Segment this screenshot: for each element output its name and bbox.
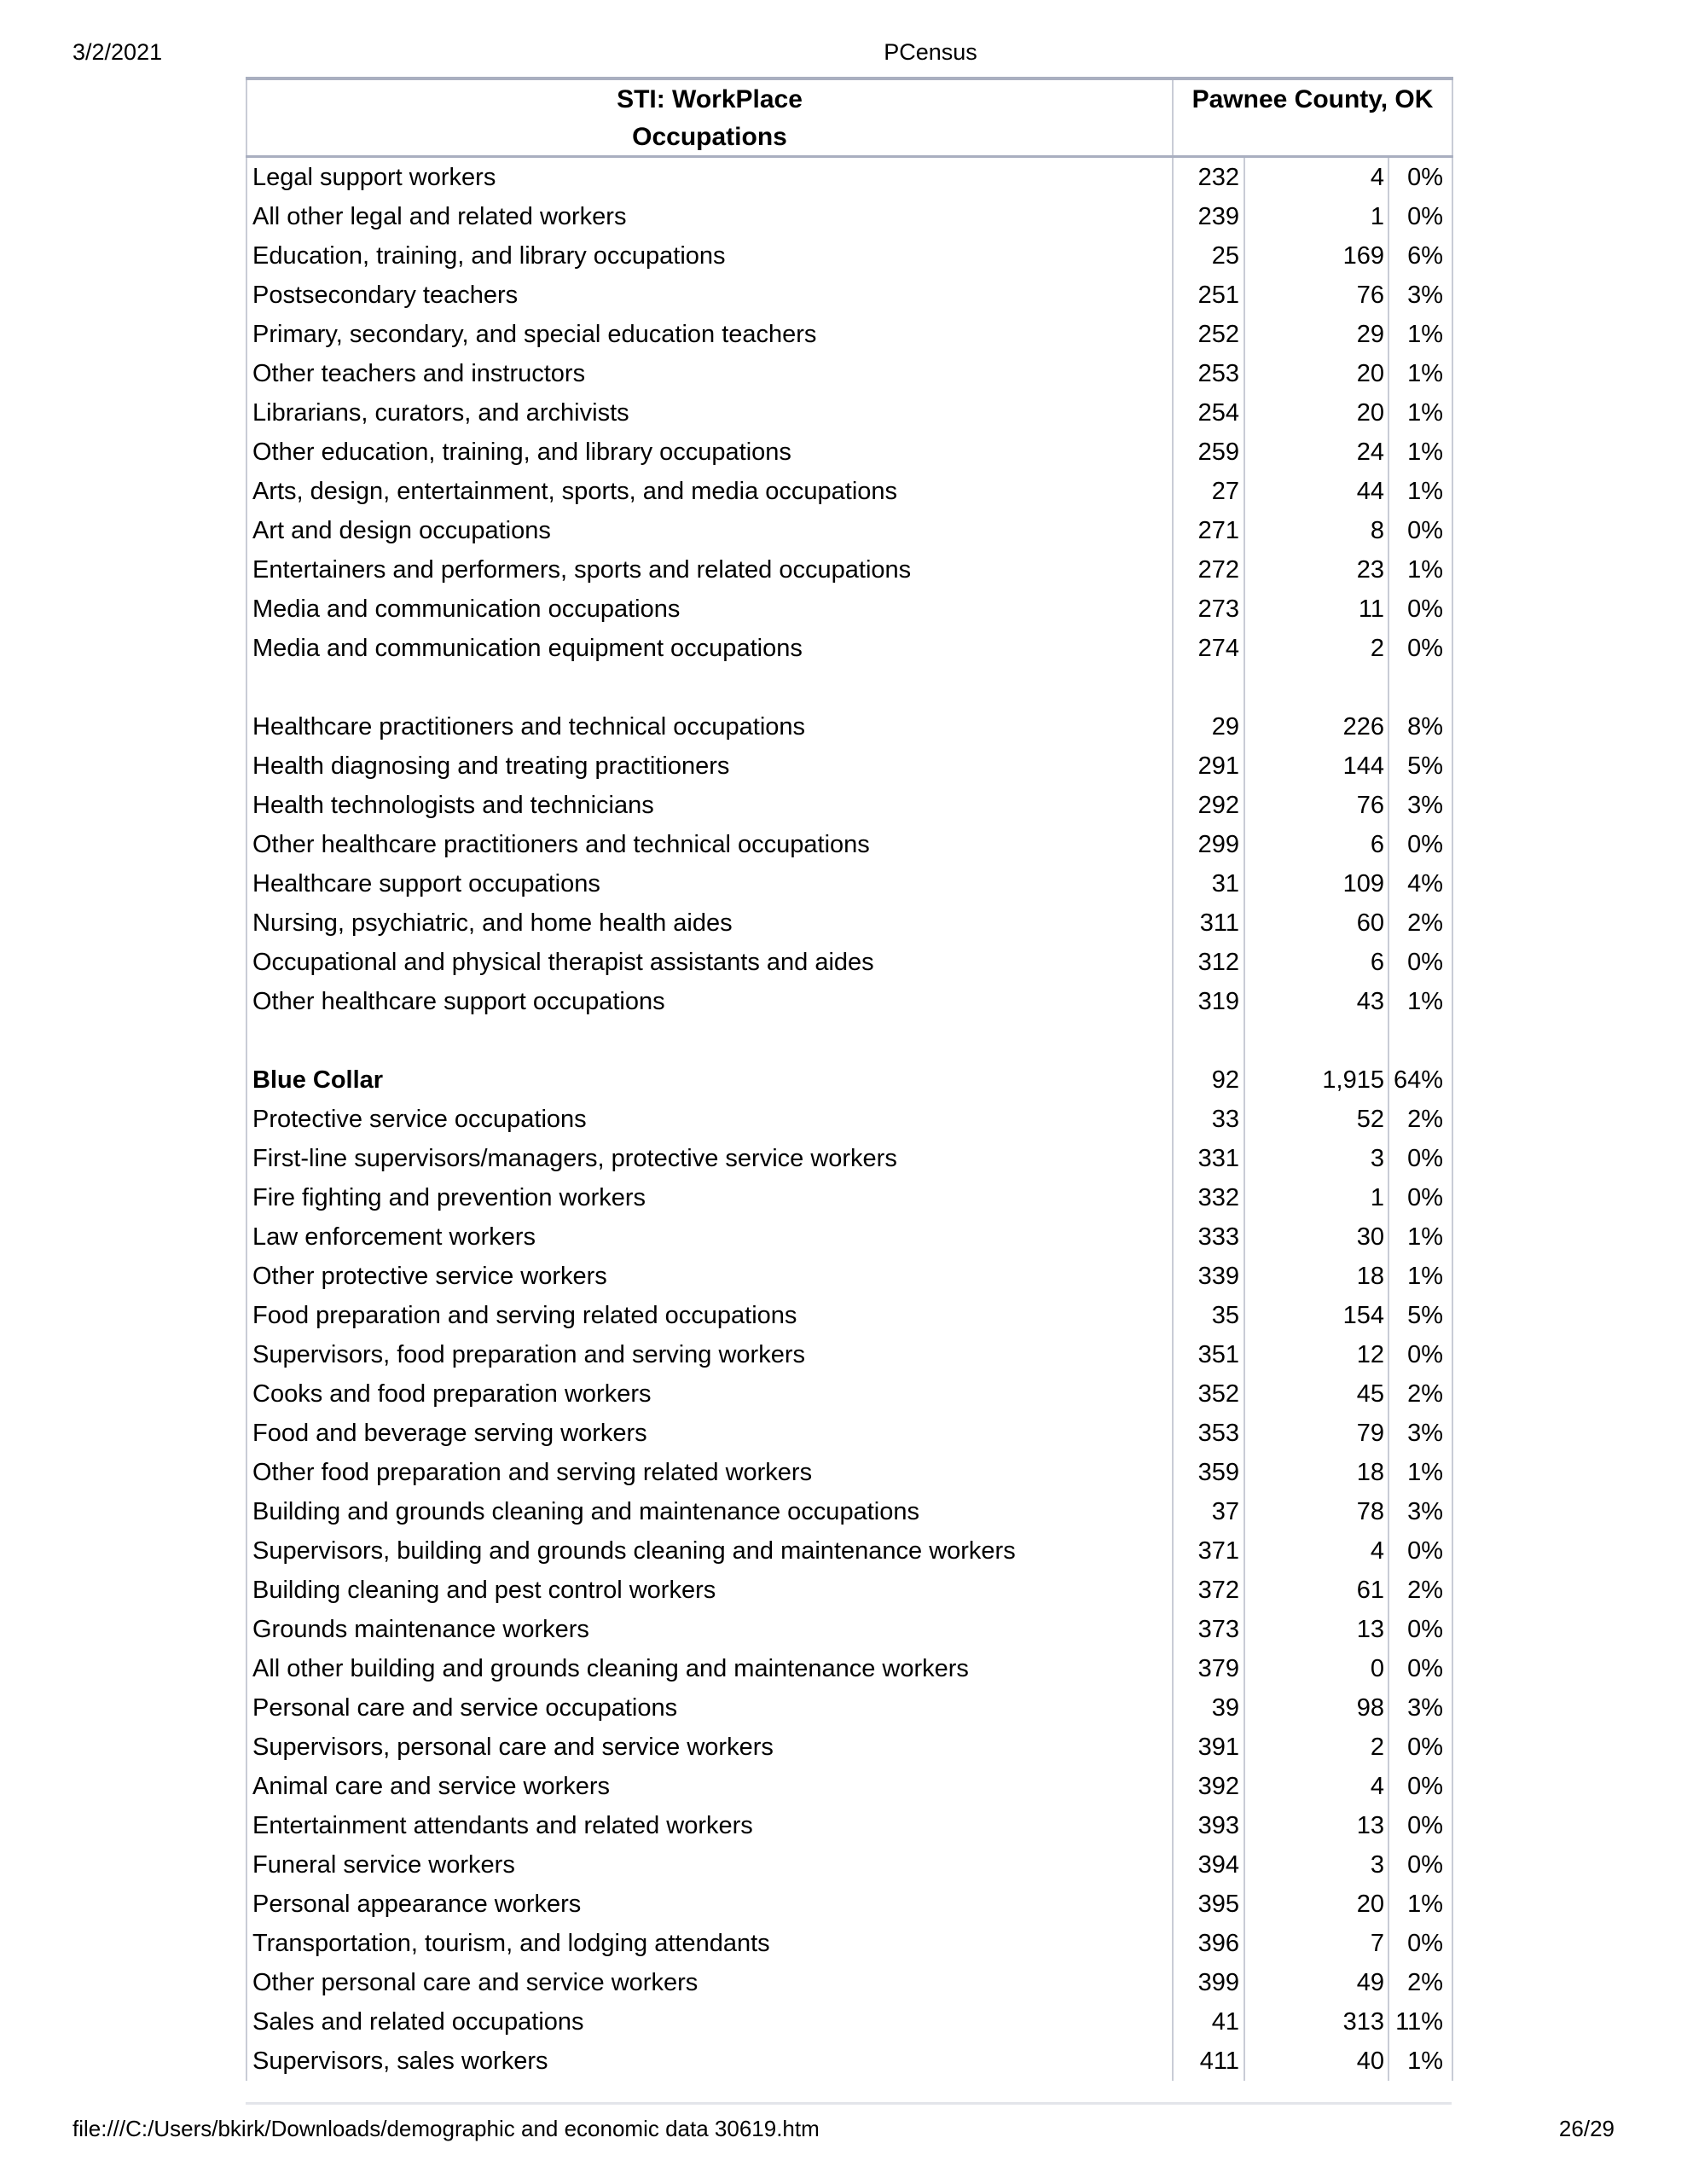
count-cell: 4: [1244, 157, 1388, 198]
count-cell: 0: [1244, 1649, 1388, 1688]
percent-cell: 1%: [1388, 1453, 1452, 1492]
percent-cell: 2%: [1388, 903, 1452, 943]
occupation-cell: Grounds maintenance workers: [252, 1616, 589, 1643]
percent-cell: 1%: [1388, 472, 1452, 511]
occupation-cell: Occupational and physical therapist assistants and aides: [252, 949, 874, 976]
occupation-cell: Supervisors, food preparation and serving workers: [252, 1341, 805, 1368]
table-title-line2: Occupations: [632, 123, 787, 151]
count-cell: 4: [1244, 1767, 1388, 1806]
occupation-cell: [246, 1021, 1173, 1060]
print-footer-page-number: 26/29: [1558, 2116, 1615, 2141]
table-row: [246, 903, 1452, 943]
spacer-row: [246, 1021, 1452, 1060]
count-cell: 60: [1244, 903, 1388, 943]
code-cell: 253: [1173, 354, 1244, 393]
count-cell: 144: [1244, 746, 1388, 786]
count-cell: 11: [1244, 590, 1388, 629]
count-cell: 20: [1244, 1885, 1388, 1924]
occupation-cell: Personal appearance workers: [252, 1891, 582, 1918]
count-cell: [1244, 668, 1388, 707]
count-cell: 29: [1244, 315, 1388, 354]
code-cell: 273: [1173, 590, 1244, 629]
percent-cell: 1%: [1388, 1885, 1452, 1924]
code-cell: 252: [1173, 315, 1244, 354]
percent-cell: 0%: [1388, 1767, 1452, 1806]
code-cell: 272: [1173, 550, 1244, 590]
occupation-cell: Postsecondary teachers: [252, 282, 519, 309]
table-row: [246, 1374, 1452, 1414]
percent-cell: 3%: [1388, 786, 1452, 825]
occupations-table: [246, 77, 1453, 2081]
table-row: [246, 943, 1452, 982]
occupation-cell: Art and design occupations: [252, 517, 551, 544]
percent-cell: 0%: [1388, 1924, 1452, 1963]
percent-cell: 0%: [1388, 1139, 1452, 1178]
occupation-cell: Funeral service workers: [252, 1851, 515, 1879]
percent-cell: 0%: [1388, 157, 1452, 198]
code-cell: 319: [1173, 982, 1244, 1021]
percent-cell: 3%: [1388, 276, 1452, 315]
count-cell: 23: [1244, 550, 1388, 590]
table-row: [246, 433, 1452, 472]
code-cell: 35: [1173, 1296, 1244, 1335]
code-cell: 311: [1173, 903, 1244, 943]
percent-cell: 3%: [1388, 1688, 1452, 1728]
count-cell: 2: [1244, 629, 1388, 668]
percent-cell: 0%: [1388, 1728, 1452, 1767]
percent-cell: 1%: [1388, 2042, 1452, 2081]
percent-cell: 0%: [1388, 1845, 1452, 1885]
count-cell: 98: [1244, 1688, 1388, 1728]
table-row: [246, 236, 1452, 276]
table-row: [246, 1217, 1452, 1257]
occupation-cell: Blue Collar: [252, 1066, 384, 1094]
percent-cell: 6%: [1388, 236, 1452, 276]
percent-cell: 1%: [1388, 433, 1452, 472]
occupation-cell: Librarians, curators, and archivists: [252, 399, 629, 427]
count-cell: 52: [1244, 1100, 1388, 1139]
table-row: [246, 746, 1452, 786]
table-row: [246, 1688, 1452, 1728]
occupation-cell: Animal care and service workers: [252, 1773, 611, 1800]
code-cell: 373: [1173, 1610, 1244, 1649]
code-cell: 259: [1173, 433, 1244, 472]
percent-cell: 1%: [1388, 354, 1452, 393]
occupation-cell: Entertainment attendants and related workers: [252, 1812, 753, 1839]
count-cell: 49: [1244, 1963, 1388, 2002]
occupation-cell: Sales and related occupations: [252, 2008, 584, 2036]
table-row: [246, 472, 1452, 511]
occupation-cell: Health diagnosing and treating practitioners: [252, 752, 730, 780]
percent-cell: 2%: [1388, 1963, 1452, 2002]
code-cell: 312: [1173, 943, 1244, 982]
percent-cell: 0%: [1388, 825, 1452, 864]
count-cell: 13: [1244, 1610, 1388, 1649]
code-cell: 27: [1173, 472, 1244, 511]
occupation-cell: Education, training, and library occupations: [252, 242, 726, 270]
table-row: [246, 1531, 1452, 1571]
occupation-cell: Other protective service workers: [252, 1263, 607, 1290]
occupation-cell: Media and communication occupations: [252, 595, 681, 623]
table-row: [246, 2042, 1452, 2081]
count-cell: [1244, 1021, 1388, 1060]
count-cell: 30: [1244, 1217, 1388, 1257]
code-cell: 379: [1173, 1649, 1244, 1688]
code-cell: 29: [1173, 707, 1244, 746]
percent-cell: 1%: [1388, 982, 1452, 1021]
table-row: [246, 1139, 1452, 1178]
code-cell: 399: [1173, 1963, 1244, 2002]
percent-cell: 3%: [1388, 1414, 1452, 1453]
occupation-cell: Entertainers and performers, sports and related occupations: [252, 556, 912, 584]
occupation-cell: Building and grounds cleaning and maintenance occupations: [252, 1498, 919, 1525]
region-header-label: Pawnee County, OK: [1191, 85, 1434, 113]
occupation-cell: Food preparation and serving related occupations: [252, 1302, 797, 1329]
code-cell: 254: [1173, 393, 1244, 433]
occupation-cell: Health technologists and technicians: [252, 792, 654, 819]
table-row: [246, 1571, 1452, 1610]
print-footer-url: file:///C:/Users/bkirk/Downloads/demographic and economic data 30619.htm: [72, 2116, 820, 2141]
table-row: [246, 1963, 1452, 2002]
occupation-cell: Supervisors, building and grounds cleaning and maintenance workers: [252, 1537, 1016, 1565]
count-cell: 43: [1244, 982, 1388, 1021]
code-cell: 352: [1173, 1374, 1244, 1414]
table-row: [246, 1492, 1452, 1531]
code-cell: 251: [1173, 276, 1244, 315]
count-cell: 226: [1244, 707, 1388, 746]
table-row: [246, 1296, 1452, 1335]
table-row: [246, 550, 1452, 590]
percent-cell: 64%: [1388, 1060, 1452, 1100]
occupation-cell: Nursing, psychiatric, and home health aides: [252, 909, 733, 937]
count-cell: 61: [1244, 1571, 1388, 1610]
occupation-cell: Supervisors, sales workers: [252, 2048, 548, 2075]
table-row: [246, 1100, 1452, 1139]
count-cell: 313: [1244, 2002, 1388, 2042]
table-row: [246, 864, 1452, 903]
table-row: [246, 511, 1452, 550]
occupation-cell: Food and beverage serving workers: [252, 1420, 647, 1447]
code-cell: 333: [1173, 1217, 1244, 1257]
code-cell: 31: [1173, 864, 1244, 903]
table-row: [246, 1178, 1452, 1217]
table-row: [246, 1610, 1452, 1649]
table-row: [246, 1453, 1452, 1492]
code-cell: 359: [1173, 1453, 1244, 1492]
percent-cell: [1388, 1021, 1452, 1060]
print-header-app-title: PCensus: [884, 39, 977, 65]
table-row: [246, 1806, 1452, 1845]
occupations-tbody: [246, 157, 1452, 2082]
region-header-cell: [1173, 78, 1452, 157]
code-cell: 33: [1173, 1100, 1244, 1139]
table-row: [246, 629, 1452, 668]
count-cell: 1: [1244, 197, 1388, 236]
percent-cell: 5%: [1388, 1296, 1452, 1335]
percent-cell: 1%: [1388, 550, 1452, 590]
count-cell: 79: [1244, 1414, 1388, 1453]
code-cell: 411: [1173, 2042, 1244, 2081]
count-cell: 78: [1244, 1492, 1388, 1531]
percent-cell: 0%: [1388, 1806, 1452, 1845]
percent-cell: 0%: [1388, 590, 1452, 629]
footer-divider: [246, 2102, 1452, 2105]
table-row: [246, 276, 1452, 315]
occupation-cell: Fire fighting and prevention workers: [252, 1184, 646, 1211]
count-cell: 76: [1244, 276, 1388, 315]
table-row: [246, 982, 1452, 1021]
percent-cell: 0%: [1388, 1610, 1452, 1649]
occupation-cell: First-line supervisors/managers, protective service workers: [252, 1145, 897, 1172]
percent-cell: 1%: [1388, 1217, 1452, 1257]
code-cell: [1173, 1021, 1244, 1060]
count-cell: 40: [1244, 2042, 1388, 2081]
code-cell: 371: [1173, 1531, 1244, 1571]
count-cell: 44: [1244, 472, 1388, 511]
percent-cell: 0%: [1388, 1649, 1452, 1688]
occupation-cell: Building cleaning and pest control workers: [252, 1577, 716, 1604]
percent-cell: 0%: [1388, 1178, 1452, 1217]
table-row: [246, 590, 1452, 629]
percent-cell: [1388, 668, 1452, 707]
count-cell: 76: [1244, 786, 1388, 825]
percent-cell: 0%: [1388, 511, 1452, 550]
occupation-cell: Primary, secondary, and special education teachers: [252, 321, 817, 348]
count-cell: 2: [1244, 1728, 1388, 1767]
code-cell: 37: [1173, 1492, 1244, 1531]
count-cell: 6: [1244, 825, 1388, 864]
code-cell: 291: [1173, 746, 1244, 786]
code-cell: 39: [1173, 1688, 1244, 1728]
count-cell: 1: [1244, 1178, 1388, 1217]
percent-cell: 0%: [1388, 1531, 1452, 1571]
count-cell: 1,915: [1244, 1060, 1388, 1100]
table-row: [246, 315, 1452, 354]
occupation-cell: [246, 668, 1173, 707]
table-row: [246, 1414, 1452, 1453]
table-row: [246, 354, 1452, 393]
count-cell: 3: [1244, 1845, 1388, 1885]
percent-cell: 2%: [1388, 1374, 1452, 1414]
print-header-date: 3/2/2021: [72, 39, 163, 65]
occupation-cell: Other healthcare support occupations: [252, 988, 665, 1015]
code-cell: 353: [1173, 1414, 1244, 1453]
code-cell: 239: [1173, 197, 1244, 236]
count-cell: 13: [1244, 1806, 1388, 1845]
occupation-cell: Other food preparation and serving related workers: [252, 1459, 813, 1486]
table-row: [246, 786, 1452, 825]
percent-cell: 2%: [1388, 1571, 1452, 1610]
count-cell: 6: [1244, 943, 1388, 982]
table-row: [246, 393, 1452, 433]
percent-cell: 1%: [1388, 393, 1452, 433]
percent-cell: 1%: [1388, 315, 1452, 354]
table-row: [246, 1335, 1452, 1374]
percent-cell: 11%: [1388, 2002, 1452, 2042]
count-cell: 45: [1244, 1374, 1388, 1414]
table-title-line1: STI: WorkPlace: [617, 85, 803, 113]
percent-cell: 5%: [1388, 746, 1452, 786]
percent-cell: 0%: [1388, 197, 1452, 236]
code-cell: 331: [1173, 1139, 1244, 1178]
percent-cell: 8%: [1388, 707, 1452, 746]
count-cell: 18: [1244, 1257, 1388, 1296]
code-cell: 395: [1173, 1885, 1244, 1924]
count-cell: 7: [1244, 1924, 1388, 1963]
occupation-cell: Other education, training, and library occupations: [252, 439, 791, 466]
code-cell: 339: [1173, 1257, 1244, 1296]
code-cell: 393: [1173, 1806, 1244, 1845]
code-cell: [1173, 668, 1244, 707]
table-row: [246, 707, 1452, 746]
count-cell: 20: [1244, 354, 1388, 393]
percent-cell: 4%: [1388, 864, 1452, 903]
table-row: [246, 1885, 1452, 1924]
code-cell: 332: [1173, 1178, 1244, 1217]
table-row: [246, 1649, 1452, 1688]
table-row: [246, 1257, 1452, 1296]
table-row: [246, 197, 1452, 236]
code-cell: 274: [1173, 629, 1244, 668]
spacer-row: [246, 668, 1452, 707]
code-cell: 391: [1173, 1728, 1244, 1767]
occupation-cell: Personal care and service occupations: [252, 1694, 678, 1722]
code-cell: 351: [1173, 1335, 1244, 1374]
count-cell: 3: [1244, 1139, 1388, 1178]
table-title-cell: [246, 78, 1173, 157]
count-cell: 154: [1244, 1296, 1388, 1335]
code-cell: 394: [1173, 1845, 1244, 1885]
percent-cell: 0%: [1388, 629, 1452, 668]
occupation-cell: Transportation, tourism, and lodging attendants: [252, 1930, 770, 1957]
percent-cell: 2%: [1388, 1100, 1452, 1139]
percent-cell: 0%: [1388, 943, 1452, 982]
count-cell: 169: [1244, 236, 1388, 276]
code-cell: 271: [1173, 511, 1244, 550]
occupation-cell: Other personal care and service workers: [252, 1969, 699, 1996]
code-cell: 292: [1173, 786, 1244, 825]
table-row: [246, 1924, 1452, 1963]
code-cell: 232: [1173, 157, 1244, 198]
percent-cell: 1%: [1388, 1257, 1452, 1296]
occupation-cell: Media and communication equipment occupations: [252, 635, 803, 662]
code-cell: 396: [1173, 1924, 1244, 1963]
table-row: [246, 1060, 1452, 1100]
occupation-cell: Supervisors, personal care and service workers: [252, 1734, 774, 1761]
count-cell: 109: [1244, 864, 1388, 903]
occupation-cell: Law enforcement workers: [252, 1223, 536, 1251]
count-cell: 12: [1244, 1335, 1388, 1374]
code-cell: 299: [1173, 825, 1244, 864]
count-cell: 8: [1244, 511, 1388, 550]
count-cell: 24: [1244, 433, 1388, 472]
count-cell: 20: [1244, 393, 1388, 433]
occupation-cell: Arts, design, entertainment, sports, and media occupations: [252, 478, 898, 505]
occupation-cell: Other teachers and instructors: [252, 360, 586, 387]
code-cell: 41: [1173, 2002, 1244, 2042]
occupation-cell: Other healthcare practitioners and technical occupations: [252, 831, 870, 858]
percent-cell: 0%: [1388, 1335, 1452, 1374]
table-row: [246, 2002, 1452, 2042]
occupation-cell: All other building and grounds cleaning and maintenance workers: [252, 1655, 969, 1682]
occupation-cell: Protective service occupations: [252, 1106, 587, 1133]
occupation-cell: All other legal and related workers: [252, 203, 627, 230]
occupation-cell: Healthcare support occupations: [252, 870, 600, 897]
table-row: [246, 1728, 1452, 1767]
occupation-cell: Cooks and food preparation workers: [252, 1380, 652, 1408]
code-cell: 25: [1173, 236, 1244, 276]
occupations-table-header: [246, 78, 1452, 157]
table-row: [246, 825, 1452, 864]
occupation-cell: Healthcare practitioners and technical occupations: [252, 713, 806, 741]
header-row: [246, 78, 1452, 157]
table-row: [246, 1845, 1452, 1885]
count-cell: 4: [1244, 1531, 1388, 1571]
code-cell: 372: [1173, 1571, 1244, 1610]
count-cell: 18: [1244, 1453, 1388, 1492]
code-cell: 392: [1173, 1767, 1244, 1806]
occupation-cell: Legal support workers: [252, 164, 496, 191]
table-row: [246, 157, 1452, 198]
percent-cell: 3%: [1388, 1492, 1452, 1531]
code-cell: 92: [1173, 1060, 1244, 1100]
table-row: [246, 1767, 1452, 1806]
